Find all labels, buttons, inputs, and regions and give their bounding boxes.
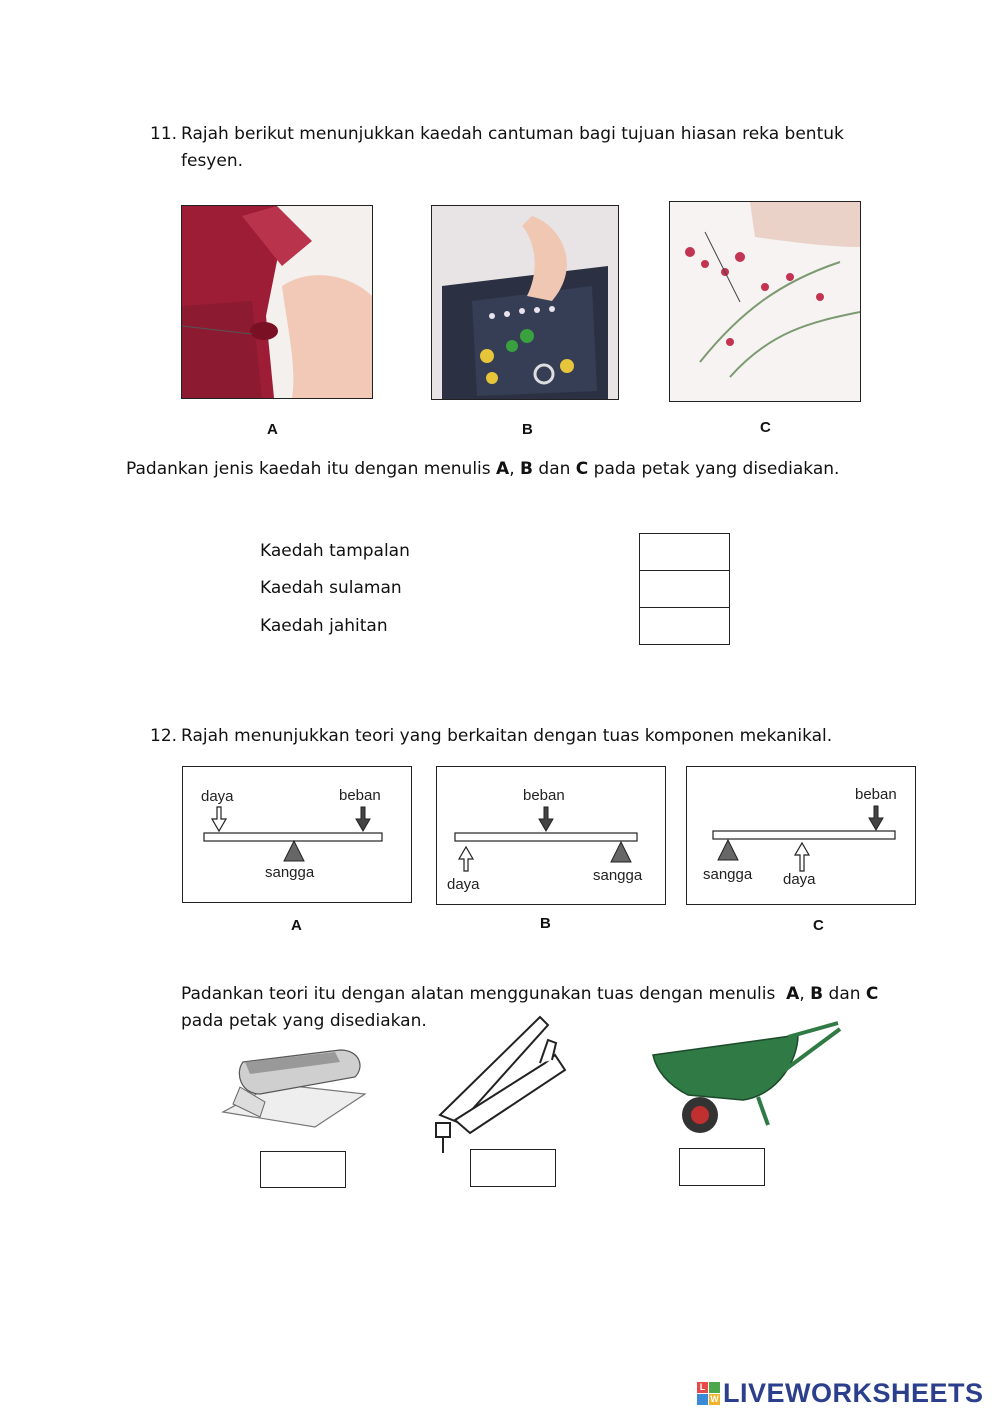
answer-box-stapler[interactable] <box>260 1151 346 1188</box>
force-arrow-icon <box>459 847 473 871</box>
photo-label-c: C <box>760 419 771 436</box>
beban-label: beban <box>855 786 897 803</box>
answer-box-tampalan[interactable] <box>640 534 730 571</box>
answer-box-jahitan[interactable] <box>640 608 730 645</box>
stapler-image <box>215 1032 370 1132</box>
q11-instruction: Padankan jenis kaedah itu dengan menulis A, B dan C pada petak yang disediakan. <box>126 459 840 479</box>
lever-bar <box>204 833 382 841</box>
answer-box-sulaman[interactable] <box>640 571 730 608</box>
load-arrow-icon <box>869 806 883 830</box>
fulcrum-icon <box>611 842 631 862</box>
wheelbarrow-image <box>648 1015 843 1140</box>
q12-number: 12. <box>150 726 178 746</box>
q11-question-line1: Rajah berikut menunjukkan kaedah cantuman bagi tujuan hiasan reka bentuk <box>181 124 844 144</box>
sangga-label: sangga <box>265 864 315 881</box>
q12-instruction-line1: Padankan teori itu dengan alatan menggunakan tuas dengan menulis A, B dan C <box>181 984 879 1004</box>
q11-answer-table <box>639 533 730 645</box>
fulcrum-icon <box>284 841 304 861</box>
lever-label-b: B <box>540 915 551 932</box>
method-jahitan: Kaedah jahitan <box>260 616 388 636</box>
lever-bar <box>713 831 895 839</box>
daya-label: daya <box>783 871 816 888</box>
daya-label: daya <box>447 876 480 893</box>
q12-instruction-line2: pada petak yang disediakan. <box>181 1011 427 1031</box>
fulcrum-icon <box>718 840 738 860</box>
photo-label-b: B <box>522 421 533 438</box>
lever-diagram-c <box>686 766 916 905</box>
force-arrow-icon <box>212 807 226 831</box>
photo-label-a: A <box>267 421 278 438</box>
load-arrow-icon <box>539 807 553 831</box>
lever-diagram-a <box>182 766 412 903</box>
photo-patching <box>181 205 373 399</box>
logo-grid-icon: L W <box>697 1382 720 1405</box>
lever-bar <box>455 833 637 841</box>
daya-label: daya <box>201 788 234 805</box>
q11-number: 11. <box>150 124 178 144</box>
photo-embroidery-beads <box>431 205 619 400</box>
liveworksheets-logo[interactable] <box>697 1378 984 1409</box>
lever-label-a: A <box>291 917 302 934</box>
sangga-label: sangga <box>593 867 643 884</box>
sangga-label: sangga <box>703 866 753 883</box>
answer-box-wheelbarrow[interactable] <box>679 1148 765 1186</box>
lever-diagram-b <box>436 766 666 905</box>
brand-name: LIVEWORKSHEETS <box>723 1378 984 1408</box>
force-arrow-icon <box>795 843 809 871</box>
load-arrow-icon <box>356 807 370 831</box>
rivet-gun-image <box>430 1015 575 1155</box>
lever-label-c: C <box>813 917 824 934</box>
method-sulaman: Kaedah sulaman <box>260 578 402 598</box>
answer-box-rivet-gun[interactable] <box>470 1149 556 1187</box>
q12-question: Rajah menunjukkan teori yang berkaitan dengan tuas komponen mekanikal. <box>181 726 833 746</box>
photo-stitching <box>669 201 861 402</box>
method-tampalan: Kaedah tampalan <box>260 541 410 561</box>
beban-label: beban <box>339 787 381 804</box>
beban-label: beban <box>523 787 565 804</box>
q11-question-line2: fesyen. <box>181 151 243 171</box>
